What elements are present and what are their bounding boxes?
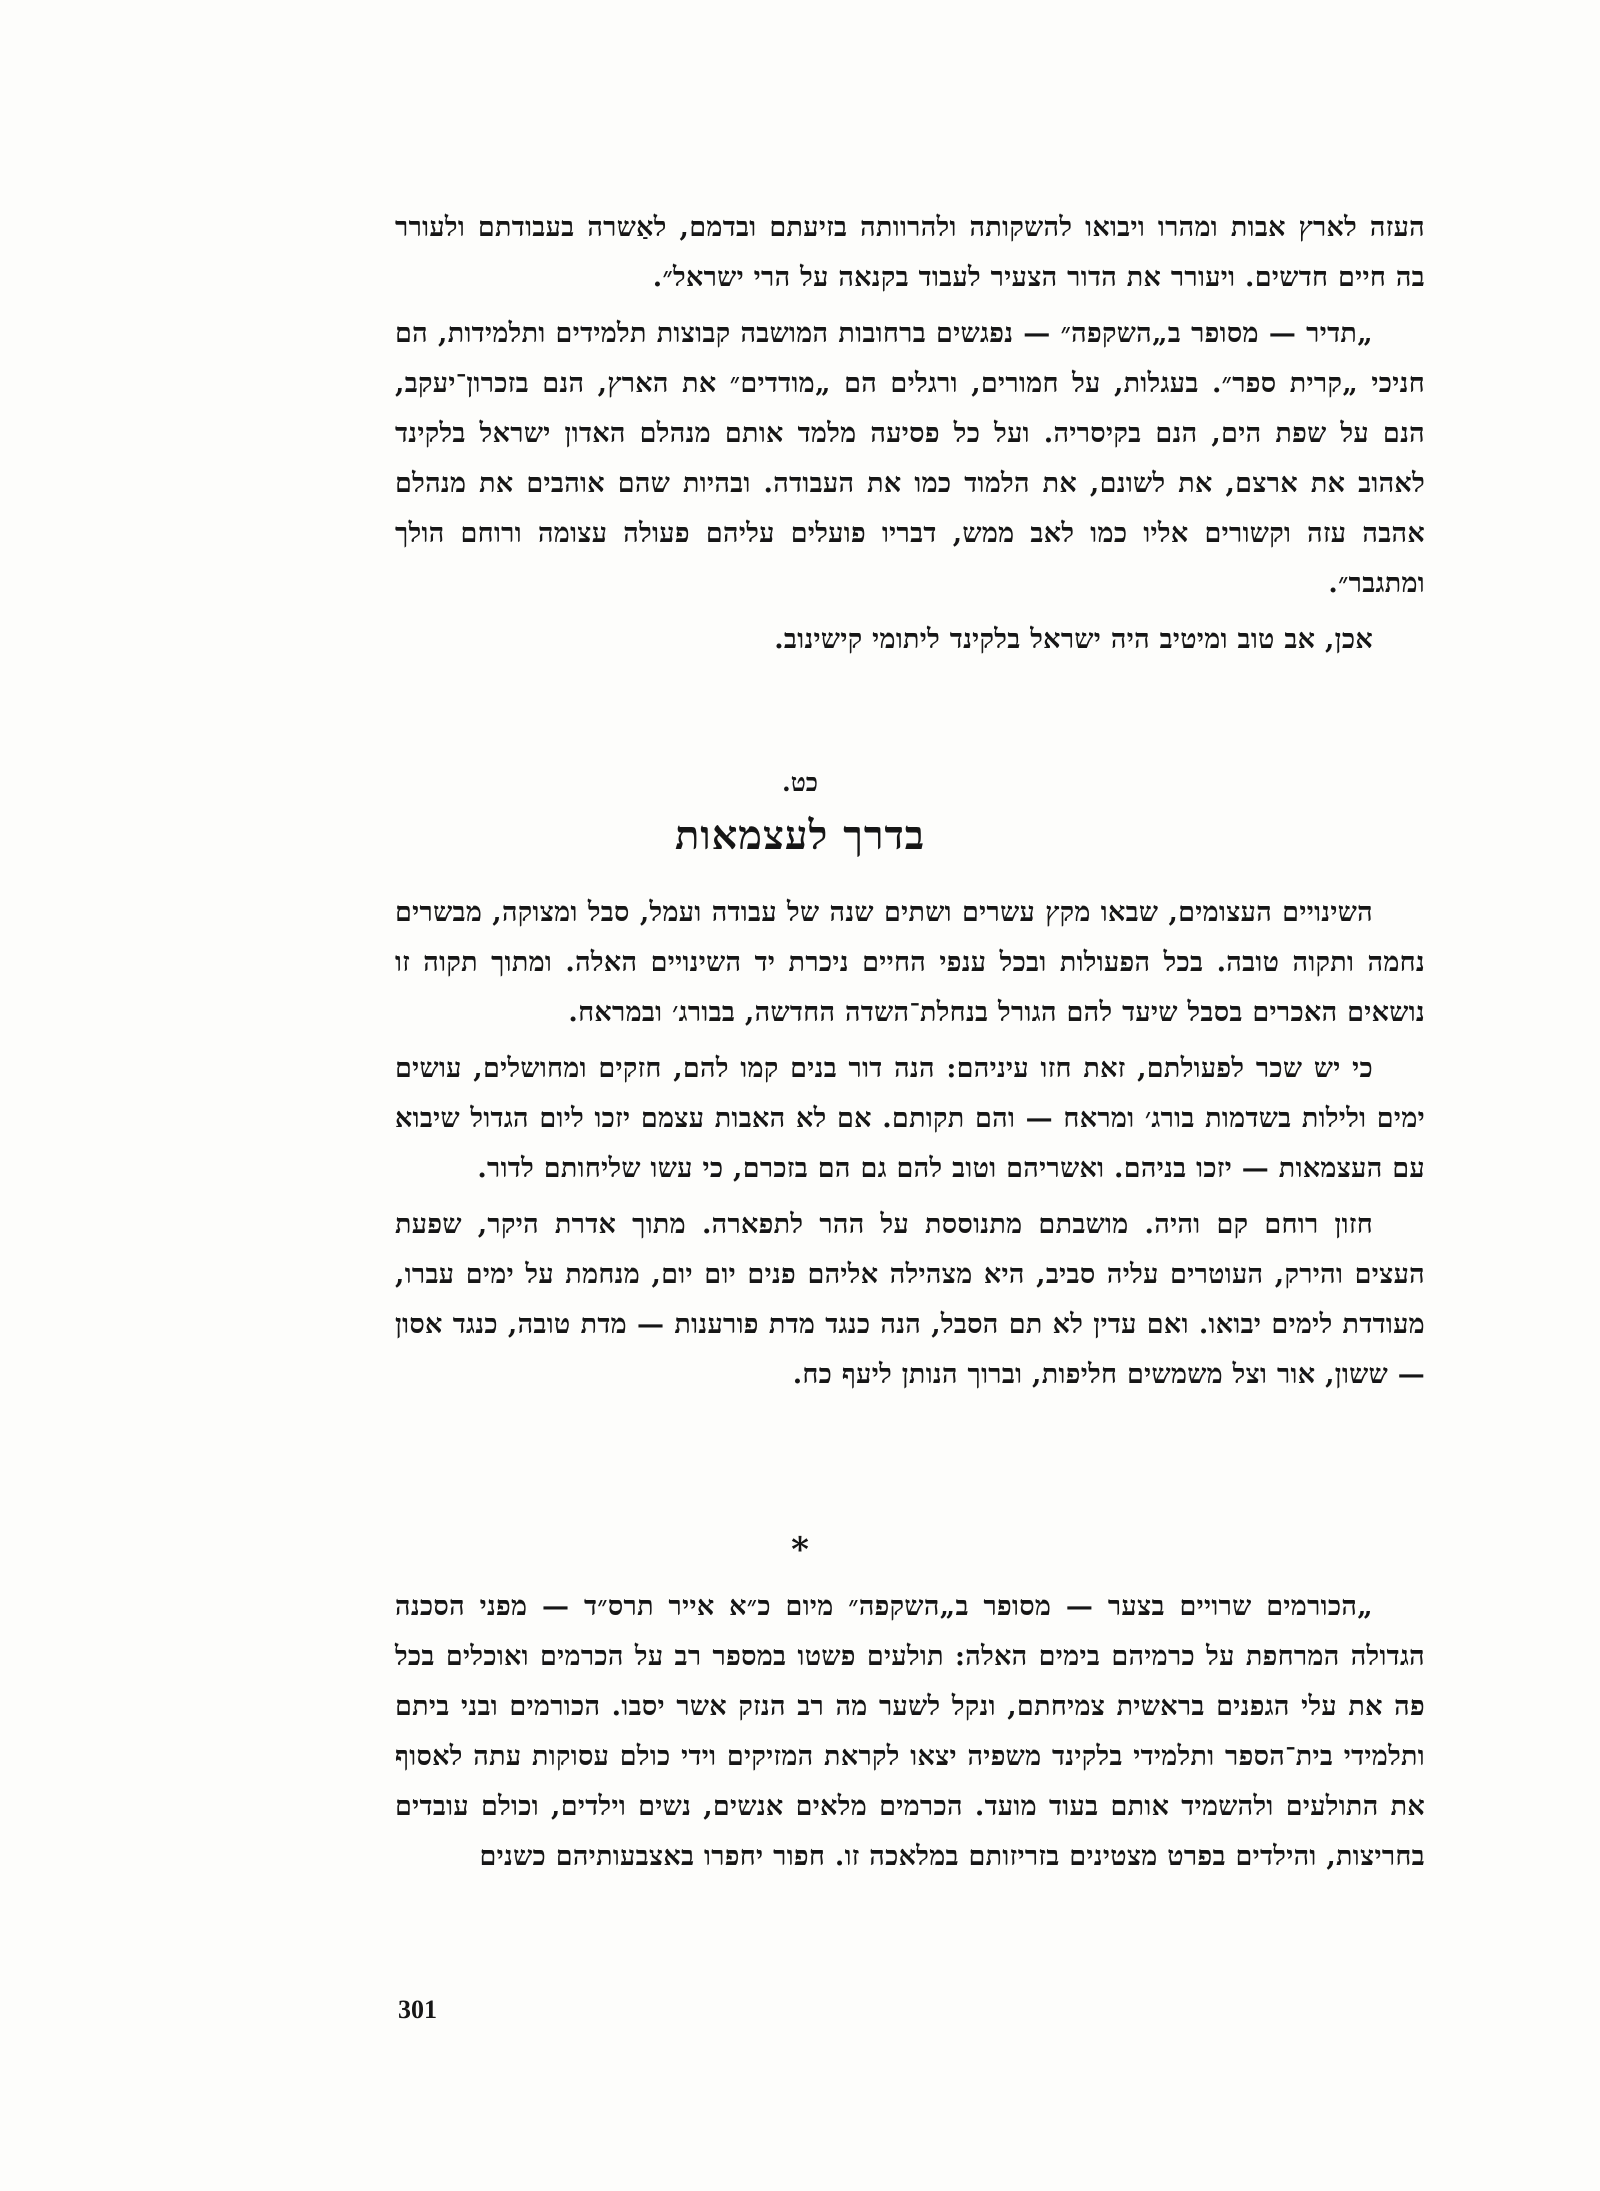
bottom-text-block <box>395 1582 1425 1888</box>
page-number: 301 <box>398 1995 437 2024</box>
paragraph: חזון רוחם קם והיה. מושבתם מתנוססת על ההר לתפארה. מתוך אדרת היקר, שפעת העצים והירק, העוטרים עליה סביב, היא מצהילה אליהם פנים יום יום, מנחמת על ימים עברו, מעודדת לימים יבואו. ואם עדין לא תם הסבל, הנה כנגד מדת פורענות — מדת טובה, כנגד אסון — ששון, אור וצל משמשים חליפות, וברוך הנותן ליעף כח. <box>395 1209 1425 1390</box>
paragraph: אכן, אב טוב ומיטיב היה ישראל בלקינד ליתומי קישינוב. <box>774 624 1373 655</box>
paragraph: „תדיר — מסופר ב„השקפה״ — נפגשים ברחובות המושבה קבוצות תלמידים ותלמידות, הם חניכי „קרית ספר״. בעגלות, על חמורים, ורגלים הם „מודדים״ את הארץ, הנם בזכרון־יעקב, הנם על שפת הים, הנם בקיסריה. ועל כל פסיעה מלמד אותם מנהלם האדון ישראל בלקינד לאהוב את ארצם, את לשונם, את הלמוד כמו את העבודה. ובהיות שהם אוהבים את מנהלם אהבה עזה וקשורים אליו כמו לאב ממש, דבריו פועלים עליהם פעולה עצומה ורוחם הולך ומתגבר״. <box>395 318 1425 599</box>
section-separator: * <box>791 1530 809 1570</box>
chapter-number: כט. <box>781 768 819 797</box>
paragraph: השינויים העצומים, שבאו מקץ עשרים ושתים שנה של עבודה ועמל, סבל ומצוקה, מבשרים נחמה ותקוה טובה. בכל הפעולות ובכל ענפי החיים ניכרת יד השינויים האלה. ומתוך תקוה זו נושאים האכרים בסבל שיעד להם הגורל בנחלת־השדה החדשה, בבורג׳ ובמראח. <box>395 897 1425 1028</box>
paragraph: העזה לארץ אבות ומהרו ויבואו להשקותה ולהרוותה בזיעתם ובדמם, לאַשרה בעבודתם ולעורר בה חיים חדשים. ויעורר את הדור הצעיר לעבוד בקנאה על הרי ישראל״. <box>395 212 1425 293</box>
paragraph: כי יש שכר לפעולתם, זאת חזו עיניהם: הנה דור בנים קמו להם, חזקים ומחושלים, עושים ימים ולילות בשדמות בורג׳ ומראח — והם תקותם. אם לא האבות עצמם יזכו ליום הגדול שיבוא עם העצמאות — יזכו בניהם. ואשריהם וטוב להם גם הם בזכרם, כי עשו שליחותם לדור. <box>395 1053 1425 1184</box>
paragraph: „הכורמים שרויים בצער — מסופר ב„השקפה״ מיום כ״א אייר תרס״ד — מפני הסכנה הגדולה המרחפת על כרמיהם בימים האלה: תולעים פשטו במספר רב על הכרמים ואוכלים בכל פה את עלי הגפנים בראשית צמיחתם, ונקל לשער מה רב הנזק אשר יסבו. הכורמים ובני ביתם ותלמידי בית־הספר ותלמידי בלקינד משפיה יצאו לקראת המזיקים וידי כולם עסוקות עתה לאסוף את התולעים ולהשמיד אותם בעוד מועד. הכרמים מלאים אנשים, נשים וילדים, וכולם עובדים בחריצות, והילדים בפרט מצטינים בזריזותם במלאכה זו. חפור יחפרו באצבעותיהם כשנים <box>395 1591 1425 1872</box>
top-text-block <box>395 203 1425 671</box>
middle-text-block <box>395 888 1425 1406</box>
chapter-title: בדרך לעצמאות <box>674 812 926 859</box>
